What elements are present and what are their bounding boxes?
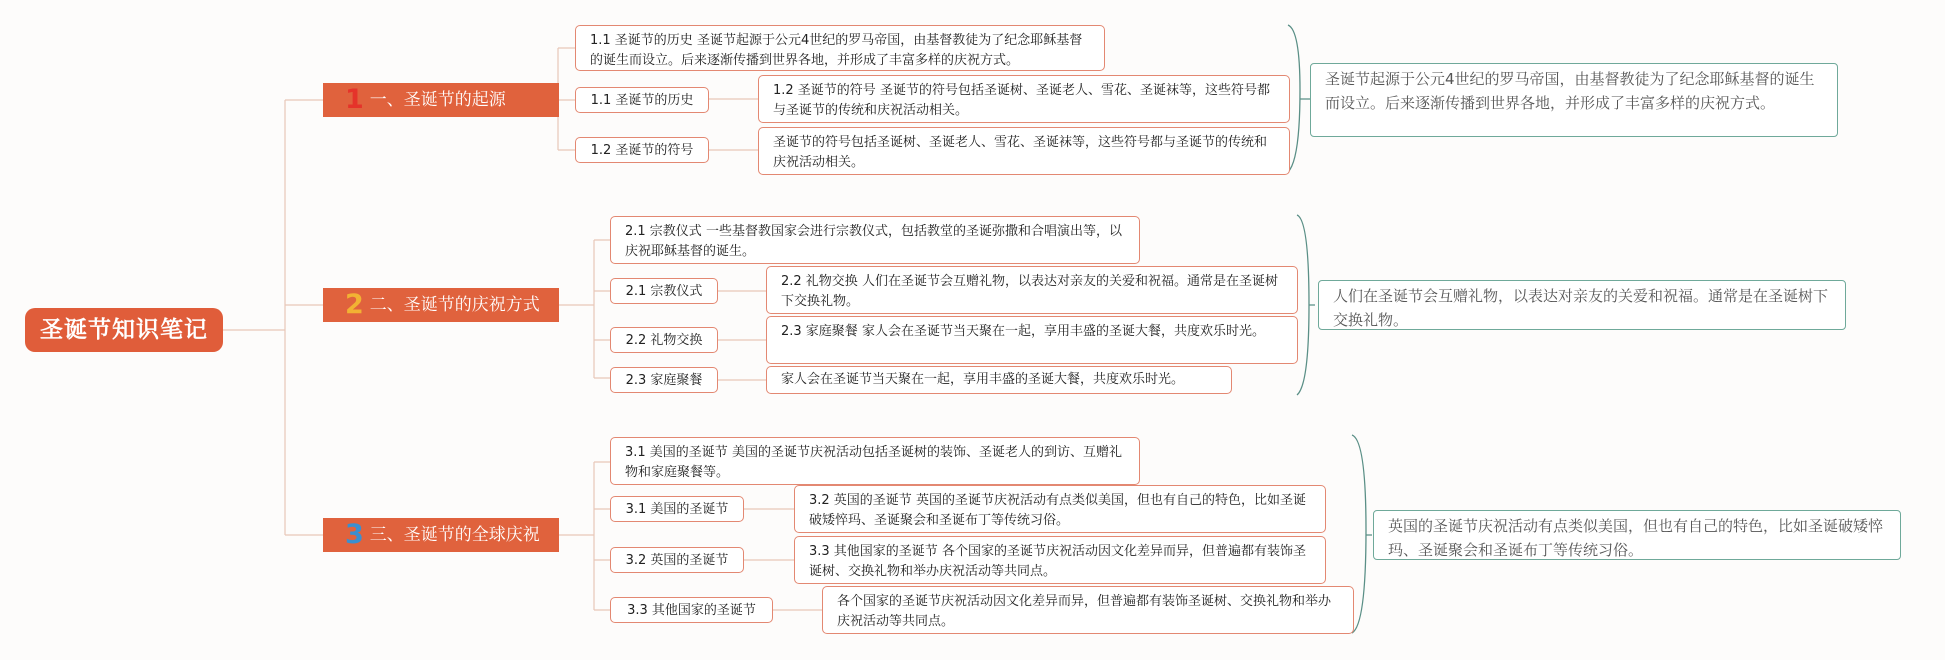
topic-text: 2.2 礼物交换 bbox=[625, 333, 703, 348]
topic-text: 1.1 圣诞节的历史 bbox=[590, 93, 694, 108]
detail-node-3-3[interactable] bbox=[822, 586, 1354, 634]
topic-node-1-2[interactable] bbox=[575, 137, 709, 163]
detail-text: 家人会在圣诞节当天聚在一起，享用丰盛的圣诞大餐，共度欢乐时光。 bbox=[781, 372, 1185, 387]
branch-title: 一、圣诞节的起源 bbox=[369, 90, 506, 110]
detail-text: 3.3 其他国家的圣诞节 各个国家的圣诞节庆祝活动因文化差异而异，但普遍都有装饰圣诞树、交换礼物和举办庆祝活动等共同点。 bbox=[809, 544, 1306, 579]
summary-1[interactable] bbox=[1310, 63, 1838, 137]
detail-node-3-2[interactable] bbox=[794, 536, 1326, 584]
topic-node-3-3[interactable] bbox=[610, 597, 773, 623]
branch-global[interactable] bbox=[323, 518, 559, 552]
summary-text: 人们在圣诞节会互赠礼物，以表达对亲友的关爱和祝福。通常是在圣诞树下交换礼物。 bbox=[1333, 287, 1829, 329]
topic-text: 3.1 美国的圣诞节 美国的圣诞节庆祝活动包括圣诞树的装饰、圣诞老人的到访、互赠礼物和家庭聚餐等。 bbox=[625, 445, 1122, 480]
detail-node-1-1[interactable] bbox=[758, 75, 1290, 123]
topic-text: 1.2 圣诞节的符号 bbox=[590, 143, 694, 158]
summary-3[interactable] bbox=[1373, 510, 1901, 560]
branch-title: 二、圣诞节的庆祝方式 bbox=[369, 295, 540, 315]
root-title: 圣诞节知识笔记 bbox=[40, 317, 208, 343]
topic-node-2-2[interactable] bbox=[610, 327, 718, 353]
topic-text: 3.1 美国的圣诞节 bbox=[625, 502, 729, 517]
detail-text: 2.3 家庭聚餐 家人会在圣诞节当天聚在一起，享用丰盛的圣诞大餐，共度欢乐时光。 bbox=[781, 324, 1265, 339]
detail-text: 圣诞节的符号包括圣诞树、圣诞老人、雪花、圣诞袜等，这些符号都与圣诞节的传统和庆祝活动相关。 bbox=[773, 135, 1268, 170]
detail-node-2-1[interactable] bbox=[766, 266, 1298, 314]
detail-node-2-3[interactable] bbox=[766, 366, 1232, 394]
detail-text: 各个国家的圣诞节庆祝活动因文化差异而异，但普遍都有装饰圣诞树、交换礼物和举办庆祝活动等共同点。 bbox=[837, 594, 1332, 629]
topic-text: 2.3 家庭聚餐 bbox=[625, 373, 703, 388]
topic-node-1-1[interactable] bbox=[575, 87, 709, 113]
topic-node-3-2[interactable] bbox=[610, 547, 744, 573]
detail-node-1-2[interactable] bbox=[758, 127, 1290, 175]
summary-text: 圣诞节起源于公元4世纪的罗马帝国，由基督教徒为了纪念耶稣基督的诞生而设立。后来逐渐传播到世界各地，并形成了丰富多样的庆祝方式。 bbox=[1325, 70, 1815, 112]
branch-number-2: 2 bbox=[345, 289, 364, 320]
topic-node-3-1[interactable] bbox=[610, 496, 744, 522]
branch-number-1: 1 bbox=[345, 84, 364, 115]
mindmap-root[interactable] bbox=[25, 308, 223, 352]
branch-origin[interactable] bbox=[323, 83, 559, 117]
topic-node-2-3[interactable] bbox=[610, 367, 718, 393]
topic-node-2-0[interactable] bbox=[610, 216, 1140, 264]
topic-node-1-0[interactable] bbox=[575, 25, 1105, 71]
detail-text: 3.2 英国的圣诞节 英国的圣诞节庆祝活动有点类似美国，但也有自己的特色，比如圣诞破矮悴玛、圣诞聚会和圣诞布丁等传统习俗。 bbox=[809, 493, 1306, 528]
detail-text: 1.2 圣诞节的符号 圣诞节的符号包括圣诞树、圣诞老人、雪花、圣诞袜等，这些符号都与圣诞节的传统和庆祝活动相关。 bbox=[773, 83, 1270, 118]
summary-text: 英国的圣诞节庆祝活动有点类似美国，但也有自己的特色，比如圣诞破矮悴玛、圣诞聚会和圣诞布丁等传统习俗。 bbox=[1388, 517, 1884, 559]
branch-celebration[interactable] bbox=[323, 288, 559, 322]
branch-number-3: 3 bbox=[345, 519, 364, 550]
detail-node-2-2[interactable] bbox=[766, 316, 1298, 364]
summary-2[interactable] bbox=[1318, 280, 1846, 330]
detail-node-3-1[interactable] bbox=[794, 485, 1326, 533]
topic-text: 2.1 宗教仪式 一些基督教国家会进行宗教仪式，包括教堂的圣诞弥撒和合唱演出等，以庆祝耶稣基督的诞生。 bbox=[625, 224, 1122, 259]
topic-node-2-1[interactable] bbox=[610, 278, 718, 304]
topic-text: 3.2 英国的圣诞节 bbox=[625, 553, 729, 568]
topic-text: 3.3 其他国家的圣诞节 bbox=[627, 603, 756, 618]
topic-text: 2.1 宗教仪式 bbox=[625, 284, 703, 299]
topic-text: 1.1 圣诞节的历史 圣诞节起源于公元4世纪的罗马帝国，由基督教徒为了纪念耶稣基督的诞生而设立。后来逐渐传播到世界各地，并形成了丰富多样的庆祝方式。 bbox=[590, 33, 1083, 68]
branch-title: 三、圣诞节的全球庆祝 bbox=[369, 525, 540, 545]
topic-node-3-0[interactable] bbox=[610, 437, 1140, 485]
detail-text: 2.2 礼物交换 人们在圣诞节会互赠礼物，以表达对亲友的关爱和祝福。通常是在圣诞树下交换礼物。 bbox=[781, 274, 1278, 309]
